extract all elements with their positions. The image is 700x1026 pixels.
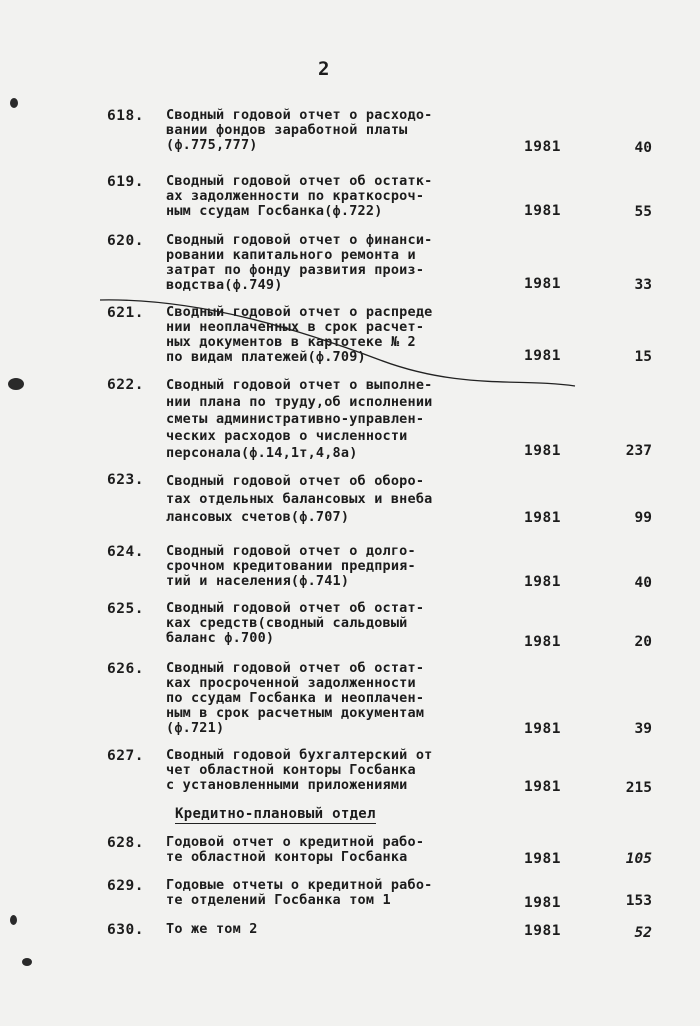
ink-blot <box>10 915 17 925</box>
entry-description: Сводный годовой отчет о расходо- вании фондов заработной платы (ф.775,777) <box>166 107 433 153</box>
entry-year: 1981 <box>524 510 561 526</box>
ink-blot <box>22 958 32 966</box>
entry-description: Сводный годовой отчет об остат- ках просроченной задолженности по ссудам Госбанка и неоплачен- ным в срок расчетным документам (ф.721) <box>166 660 425 736</box>
entry-sheet-count: 40 <box>634 575 652 591</box>
entry-year: 1981 <box>524 923 561 939</box>
entry-number: 622. <box>107 377 144 393</box>
entry-number: 625. <box>107 601 144 617</box>
entry-number: 627. <box>107 748 144 764</box>
entry-number: 626. <box>107 661 144 677</box>
entry-year: 1981 <box>524 574 561 590</box>
entry-number: 618. <box>107 108 144 124</box>
ink-blot <box>10 98 18 108</box>
entry-description: Сводный годовой отчет о финанси- ровании капитального ремонта и затрат по фонду развития произ- водства(ф.749) <box>166 232 433 293</box>
entry-sheet-count: 52 <box>634 925 652 941</box>
entry-year: 1981 <box>524 276 561 292</box>
entry-number: 620. <box>107 233 144 249</box>
entry-description: Сводный годовой отчет о выполне- нии плана по труду,об исполнении сметы административно-управлен- ческих расходов о численности персонала(ф.14,1т,4,8а) <box>166 377 433 461</box>
entry-description: Годовой отчет о кредитной рабо- те областной конторы Госбанка <box>166 834 425 865</box>
entry-description: Сводный годовой отчет об оборо- тах отдельных балансовых и внеба лансовых счетов(ф.707) <box>166 473 433 525</box>
entry-number: 628. <box>107 835 144 851</box>
entry-sheet-count: 105 <box>625 851 652 867</box>
entry-sheet-count: 153 <box>625 893 652 909</box>
entry-description: Сводный годовой отчет об остатк- ах задолженности по краткосроч- ным ссудам Госбанка(ф.722) <box>166 173 433 219</box>
entry-description: Сводный годовой отчет о долго- срочном кредитовании предприя- тий и населения(ф.741) <box>166 543 416 589</box>
entry-sheet-count: 20 <box>634 634 652 650</box>
entry-sheet-count: 40 <box>634 140 652 156</box>
entry-year: 1981 <box>524 203 561 219</box>
entry-description: Сводный годовой отчет о распреде нии неоплаченных в срок расчет- ных документов в картотеке № 2 по видам платежей(ф.709) <box>166 304 433 365</box>
entry-year: 1981 <box>524 348 561 364</box>
entry-year: 1981 <box>524 779 561 795</box>
entry-sheet-count: 99 <box>634 510 652 526</box>
entry-number: 619. <box>107 174 144 190</box>
entry-sheet-count: 39 <box>634 721 652 737</box>
ink-blot <box>8 378 24 390</box>
entry-sheet-count: 55 <box>634 204 652 220</box>
entry-description: Сводный годовой отчет об остат- ках средств(сводный сальдовый баланс ф.700) <box>166 600 425 646</box>
entry-sheet-count: 15 <box>634 349 652 365</box>
page-number: 2 <box>318 58 331 80</box>
section-heading: Кредитно-плановый отдел <box>175 806 376 822</box>
entry-year: 1981 <box>524 895 561 911</box>
entry-number: 621. <box>107 305 144 321</box>
entry-sheet-count: 215 <box>625 780 652 796</box>
entry-year: 1981 <box>524 139 561 155</box>
entry-year: 1981 <box>524 443 561 459</box>
entry-number: 629. <box>107 878 144 894</box>
entry-year: 1981 <box>524 721 561 737</box>
entry-number: 624. <box>107 544 144 560</box>
entry-description: Сводный годовой бухгалтерский от чет областной конторы Госбанка с установленными приложениями <box>166 747 433 793</box>
entry-year: 1981 <box>524 851 561 867</box>
entry-sheet-count: 33 <box>634 277 652 293</box>
entry-description: Годовые отчеты о кредитной рабо- те отделений Госбанка том 1 <box>166 877 433 908</box>
entry-description: То же том 2 <box>166 921 258 937</box>
entry-number: 630. <box>107 922 144 938</box>
entry-number: 623. <box>107 472 144 488</box>
entry-year: 1981 <box>524 634 561 650</box>
entry-sheet-count: 237 <box>625 443 652 459</box>
